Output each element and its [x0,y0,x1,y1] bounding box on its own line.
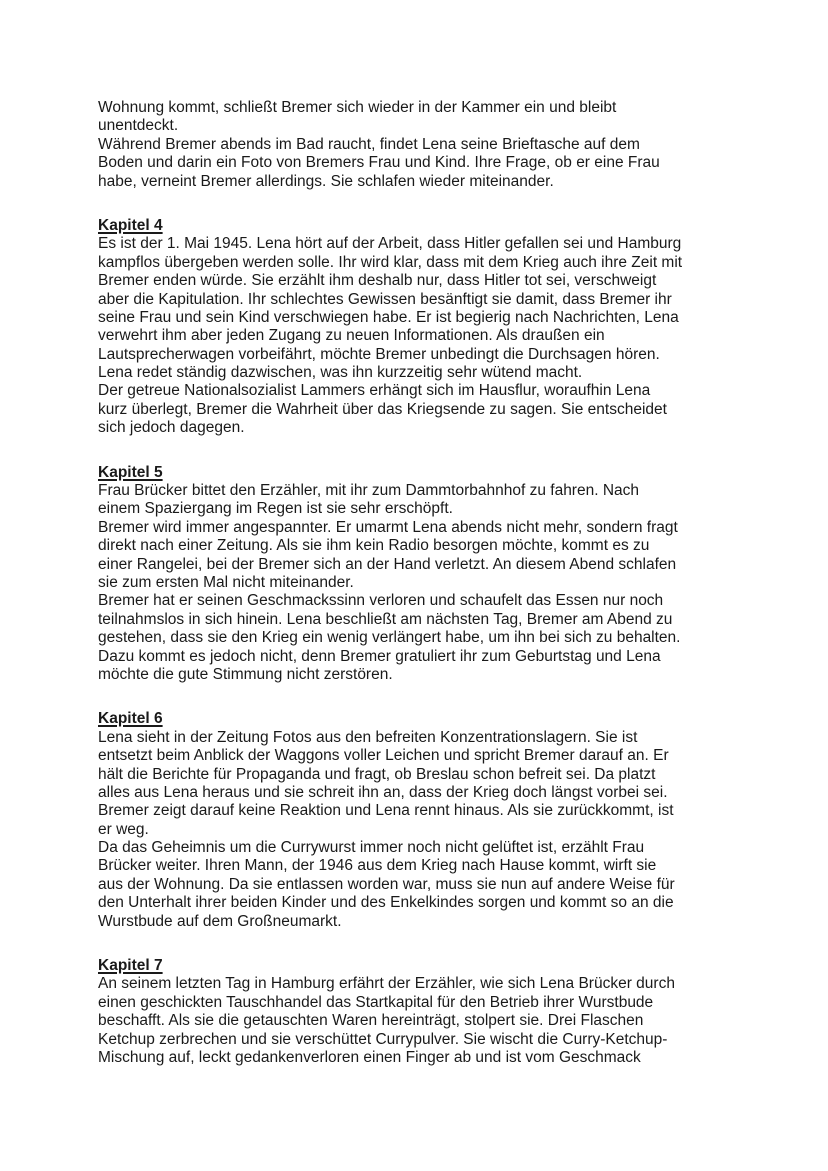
text-line: Lena sieht in der Zeitung Fotos aus den befreiten Konzentrationslagern. Sie ist [98,728,638,746]
text-line: sich jedoch dagegen. [98,419,245,437]
text-line: hält die Berichte für Propaganda und fragt, ob Breslau schon befreit sei. Da platzt [98,765,656,783]
text-line: Der getreue Nationalsozialist Lammers erhängt sich im Hausflur, woraufhin Lena [98,382,651,400]
text-line: er weg. [98,820,149,838]
text-line: beschafft. Als sie die getauschten Waren hereinträgt, stolpert sie. Drei Flaschen [98,1012,644,1030]
text-line: Bremer enden würde. Sie erzählt ihm deshalb nur, dass Hitler tot sei, verschweigt [98,272,657,290]
chapter-sections [98,217,750,1067]
text-line: Während Bremer abends im Bad raucht, findet Lena seine Brieftasche auf dem [98,135,640,153]
section-kapitel-4 [98,217,750,438]
text-line: unentdeckt. [98,117,179,135]
text-line: gestehen, dass sie den Krieg ein wenig verlängert habe, um ihn bei sich zu behalten. [98,629,681,647]
intro-paragraph [98,99,750,191]
text-line: teilnahmslos in sich hinein. Lena beschließt am nächsten Tag, Bremer am Abend zu [98,610,673,628]
text-line: einer Rangelei, bei der Bremer sich an der Hand verletzt. An diesem Abend schlafen [98,555,677,573]
text-line: einem Spaziergang im Regen ist sie sehr erschöpft. [98,500,453,518]
text-line: Wurstbude auf dem Großneumarkt. [98,912,342,930]
text-line: habe, verneint Bremer allerdings. Sie schlafen wieder miteinander. [98,172,554,190]
text-line: kurz überlegt, Bremer die Wahrheit über das Kriegsende zu sagen. Sie entscheidet [98,400,667,418]
text-line: einen geschickten Tauschhandel das Startkapital für den Betrieb ihrer Wurstbude [98,993,654,1011]
text-line: aber die Kapitulation. Ihr schlechtes Gewissen besänftigt sie damit, dass Bremer ihr [98,290,672,308]
text-line: Boden und darin ein Foto von Bremers Frau und Kind. Ihre Frage, ob er eine Frau [98,154,660,172]
text-line: seine Frau und sein Kind verschwiegen habe. Er ist begierig nach Nachrichten, Lena [98,308,679,326]
text-line: Bremer hat er seinen Geschmackssinn verloren und schaufelt das Essen nur noch [98,592,664,610]
text-line: möchte die gute Stimmung nicht zerstören. [98,665,393,683]
text-line: Dazu kommt es jedoch nicht, denn Bremer gratuliert ihr zum Geburtstag und Lena [98,647,661,665]
section-kapitel-7 [98,957,750,1067]
text-line: Frau Brücker bittet den Erzähler, mit ihr zum Dammtorbahnhof zu fahren. Nach [98,482,640,500]
chapter-heading: Kapitel 4 [98,216,163,234]
text-line: Lena redet ständig dazwischen, was ihn kurzzeitig sehr wütend macht. [98,364,583,382]
chapter-heading: Kapitel 5 [98,463,163,481]
text-line: Es ist der 1. Mai 1945. Lena hört auf der Arbeit, dass Hitler gefallen sei und Hamburg [98,235,682,253]
text-line: alles aus Lena heraus und sie schreit ihn an, dass der Krieg doch längst vorbei sei. [98,783,668,801]
text-line: An seinem letzten Tag in Hamburg erfährt der Erzähler, wie sich Lena Brücker durch [98,975,675,993]
text-line: sie zum ersten Mal nicht miteinander. [98,573,354,591]
text-line: verwehrt ihm aber jeden Zugang zu neuen Informationen. Als draußen ein [98,327,605,345]
text-line: direkt nach einer Zeitung. Als sie ihm kein Radio besorgen möchte, kommt es zu [98,537,650,555]
page-content [98,99,750,1067]
chapter-heading: Kapitel 6 [98,710,163,728]
chapter-heading: Kapitel 7 [98,957,163,975]
text-line: kampflos übergeben werden solle. Ihr wird klar, dass mit dem Krieg auch ihre Zeit mit [98,253,683,271]
text-line: Wohnung kommt, schließt Bremer sich wieder in der Kammer ein und bleibt [98,99,617,116]
section-kapitel-5 [98,464,750,685]
text-line: Brücker weiter. Ihren Mann, der 1946 aus dem Krieg nach Hause kommt, wirft sie [98,857,657,875]
section-kapitel-6 [98,710,750,931]
text-line: Da das Geheimnis um die Currywurst immer noch nicht gelüftet ist, erzählt Frau [98,839,645,857]
text-line: aus der Wohnung. Da sie entlassen worden war, muss sie nun auf andere Weise für [98,875,675,893]
text-line: entsetzt beim Anblick der Waggons voller Leichen und spricht Bremer darauf an. Er [98,747,669,765]
text-line: den Unterhalt ihrer beiden Kinder und des Enkelkindes sorgen und kommt so an die [98,894,674,912]
text-line: Lautsprecherwagen vorbeifährt, möchte Bremer unbedingt die Durchsagen hören. [98,345,660,363]
text-line: Bremer zeigt darauf keine Reaktion und Lena rennt hinaus. Als sie zurückkommt, ist [98,802,674,820]
text-line: Bremer wird immer angespannter. Er umarmt Lena abends nicht mehr, sondern fragt [98,518,678,536]
text-line: Mischung auf, leckt gedankenverloren einen Finger ab und ist vom Geschmack [98,1048,641,1066]
text-line: Ketchup zerbrechen und sie verschüttet Currypulver. Sie wischt die Curry-Ketchup- [98,1030,668,1048]
